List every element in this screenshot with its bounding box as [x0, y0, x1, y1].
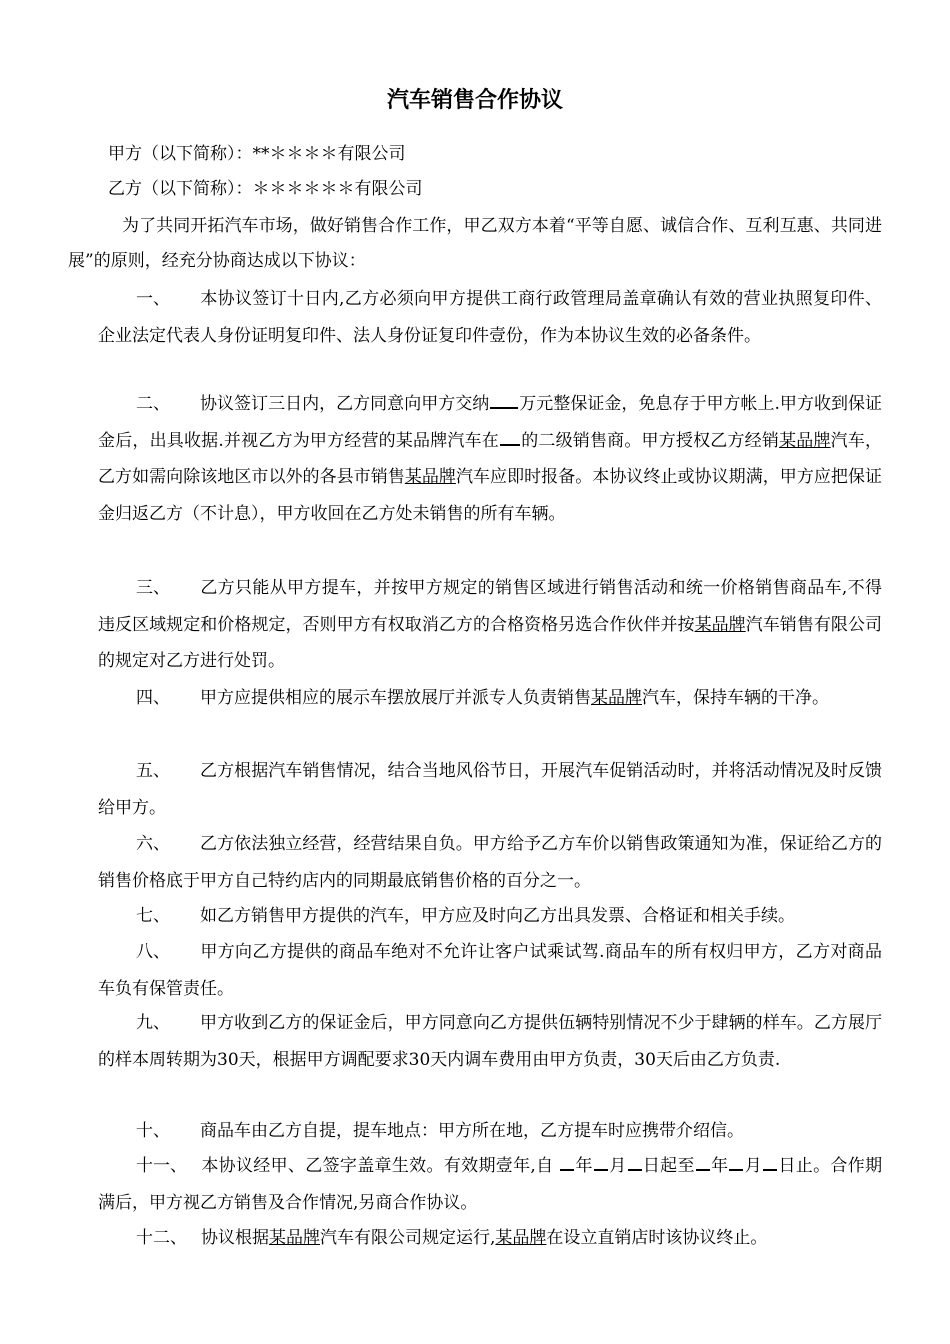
clause-8 — [98, 934, 882, 1007]
brand-name: 某品牌 — [495, 1228, 547, 1248]
blank-field — [490, 390, 518, 409]
clause-12: 十二、 协议根据某品牌汽车有限公司规定运行,某品牌在设立直销店时该协议终止。 — [98, 1220, 882, 1257]
brand-name: 某品牌 — [269, 1228, 320, 1248]
brand-name: 某品牌 — [591, 688, 642, 708]
document-title: 汽车销售合作协议 — [386, 88, 563, 113]
blank-field — [628, 1152, 642, 1171]
clause-2: 二、 协议签订三日内，乙方同意向甲方交纳 万元整保证金，免息存于甲方帐上.甲方收到保证金后，出具收据.并视乙方为甲方经营的某品牌汽车在 的二级销售商。甲方授权乙方经销某品牌汽车，乙方如需向除该地区市以外的各县市销售某品牌汽车应即时报备。本协议终止或协议期满，甲方应把保证金归返乙方（不计息），甲方收回在乙方处未销售的所有车辆。 — [98, 386, 882, 532]
clause-number: 七、 — [136, 906, 170, 926]
blank-field — [729, 1152, 743, 1171]
clause-5 — [98, 753, 882, 826]
clause-number: 八、 — [136, 942, 170, 962]
clause-text: 商品车由乙方自提，提车地点：甲方所在地，乙方提车时应携带介绍信。 — [200, 1121, 744, 1141]
clause-number: 三、 — [136, 578, 170, 598]
blank-field — [594, 1152, 608, 1171]
brand-name: 某品牌 — [694, 614, 746, 635]
clause-10 — [98, 1113, 882, 1150]
clause-number: 六、 — [136, 834, 170, 854]
clause-7 — [98, 898, 882, 935]
clause-number: 四、 — [136, 688, 170, 708]
party-a-line: 甲方（以下简称）：**＊＊＊＊有限公司 — [108, 144, 406, 164]
clause-number: 十二、 — [136, 1228, 187, 1248]
clause-text: 甲方收到乙方的保证金后，甲方同意向乙方提供伍辆特别情况不少于肆辆的样车。乙方展厅的样本周转期为30天，根据甲方调配要求30天内调车费用由甲方负责，30天后由乙方负责. — [98, 1013, 882, 1070]
clause-4: 四、 甲方应提供相应的展示车摆放展厅并派专人负责销售某品牌汽车，保持车辆的干净。 — [98, 680, 882, 717]
clause-text: 甲方向乙方提供的商品车绝对不允许让客户试乘试驾.商品车的所有权归甲方，乙方对商品车负有保管责任。 — [98, 942, 882, 999]
brand-name: 某品牌 — [779, 430, 831, 451]
clause-1 — [98, 281, 882, 354]
clause-text: 乙方根据汽车销售情况，结合当地风俗节日，开展汽车促销活动时，并将活动情况及时反馈给甲方。 — [98, 761, 882, 818]
clause-number: 十一、 — [136, 1156, 187, 1176]
clause-text: 本协议签订十日内,乙方必须向甲方提供工商行政管理局盖章确认有效的营业执照复印件、企业法定代表人身份证明复印件、法人身份证复印件壹份，作为本协议生效的必备条件。 — [98, 289, 882, 346]
brand-name: 某品牌 — [404, 467, 456, 487]
blank-field — [500, 427, 520, 446]
blank-field — [560, 1152, 574, 1171]
clause-number: 一、 — [136, 289, 170, 309]
blank-field — [696, 1152, 710, 1171]
party-b-line: 乙方（以下简称）：＊＊＊＊＊＊有限公司 — [108, 179, 423, 199]
clause-text: 乙方依法独立经营，经营结果自负。甲方给予乙方车价以销售政策通知为准，保证给乙方的销售价格底于甲方自己特约店内的同期最底销售价格的百分之一。 — [98, 834, 882, 891]
clause-number: 二、 — [136, 394, 170, 414]
clause-text: 如乙方销售甲方提供的汽车，甲方应及时向乙方出具发票、合格证和相关手续。 — [200, 906, 795, 926]
clause-11: 十一、 本协议经甲、乙签字盖章生效。有效期壹年,自 年 月 日起至 年 月 日止。合作期满后，甲方视乙方销售及合作情况,另商合作协议。 — [98, 1148, 882, 1221]
clause-3: 三、 乙方只能从甲方提车，并按甲方规定的销售区域进行销售活动和统一价格销售商品车,不得违反区域规定和价格规定，否则甲方有权取消乙方的合格资格另选合作伙伴并按某品牌汽车销售有限公司的规定对乙方进行处罚。 — [98, 570, 882, 680]
blank-field — [763, 1152, 777, 1171]
clause-number: 九、 — [136, 1013, 170, 1033]
clause-number: 五、 — [136, 761, 170, 781]
clause-9 — [98, 1005, 882, 1078]
clause-6 — [98, 826, 882, 899]
clause-number: 十、 — [136, 1121, 170, 1141]
intro-paragraph: 为了共同开拓汽车市场，做好销售合作工作，甲乙双方本着“平等自愿、诚信合作、互利互惠、共同进展”的原则，经充分协商达成以下协议： — [68, 216, 882, 271]
